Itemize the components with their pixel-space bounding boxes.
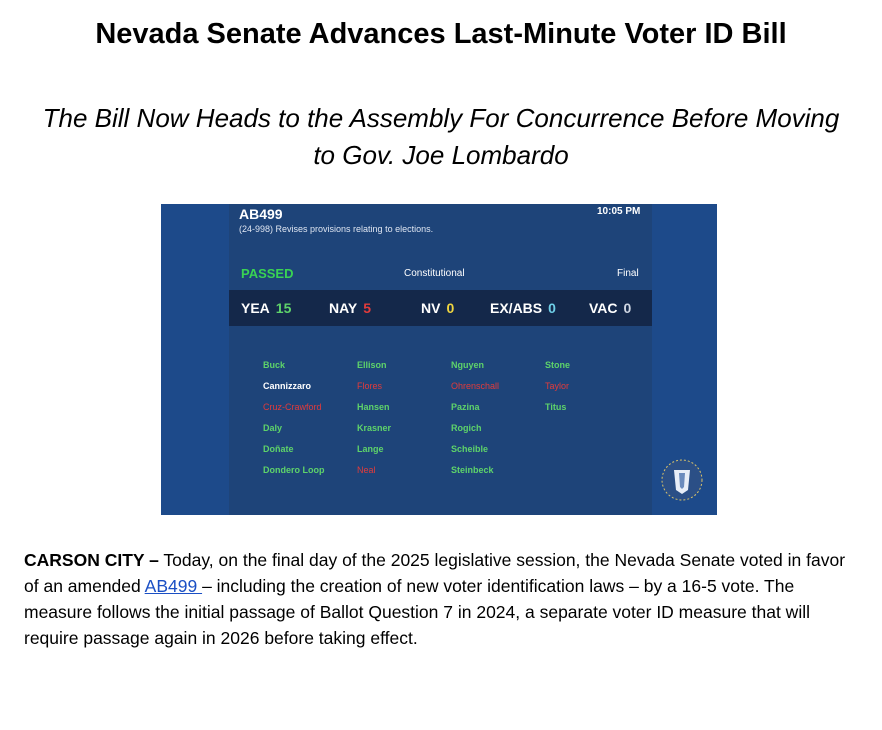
headline: Nevada Senate Advances Last-Minute Voter ID Bill — [95, 18, 787, 50]
dateline: CARSON CITY – — [24, 550, 159, 570]
senator-name: Ellison — [357, 360, 387, 370]
vote-stage: Final — [617, 268, 639, 279]
tally-vac: VAC 0 — [589, 300, 632, 316]
senator-name: Nguyen — [451, 360, 485, 370]
senator-column-4 — [545, 360, 570, 423]
senator-column-1 — [263, 360, 325, 486]
senator-name: Pazina — [451, 402, 480, 412]
bill-description: (24-998) Revises provisions relating to elections. — [239, 224, 434, 234]
tally-nv: NV 0 — [421, 300, 455, 316]
senator-name: Rogich — [451, 423, 482, 433]
vote-type: Constitutional — [404, 268, 465, 279]
vote-tally — [229, 290, 652, 326]
article-text-2: – including the creation of new voter identification laws – by a 16-5 vote. The measure follows the initial passage of Ballot Question 7 in 2024, a separate voter ID measure that will require passage again in 2026 before taking effect. — [24, 576, 810, 648]
bill-number: AB499 — [239, 206, 283, 222]
vote-status: PASSED — [241, 266, 294, 281]
senator-name: Lange — [357, 444, 384, 454]
senator-name: Dondero Loop — [263, 465, 325, 475]
senator-name: Cannizzaro — [263, 381, 312, 391]
vote-time: 10:05 PM — [597, 206, 641, 217]
senator-column-3 — [451, 360, 499, 486]
tally-yea: YEA 15 — [241, 300, 292, 316]
tally-nay: NAY 5 — [329, 300, 372, 316]
senator-name: Doñate — [263, 444, 294, 454]
senator-name: Ohrenschall — [451, 381, 500, 391]
senator-name: Scheible — [451, 444, 489, 454]
nevada-senate-seal-icon — [661, 459, 703, 501]
senator-name: Titus — [545, 402, 567, 412]
subheadline: The Bill Now Heads to the Assembly For Concurrence Before Moving to Gov. Joe Lombardo — [42, 103, 840, 170]
article-text-1: Today, on the final day of the 2025 legislative session, the Nevada Senate voted in favor of an amended — [24, 550, 846, 596]
vote-board-image — [161, 204, 717, 515]
ab499-link[interactable]: AB499 — [144, 576, 203, 596]
senator-name: Daly — [263, 423, 283, 433]
senator-name: Steinbeck — [451, 465, 494, 475]
senator-name: Flores — [357, 381, 383, 391]
senator-name: Cruz-Crawford — [263, 402, 322, 412]
tally-exabs: EX/ABS 0 — [490, 300, 556, 316]
senator-column-2 — [357, 360, 391, 486]
senator-name: Stone — [545, 360, 571, 370]
senator-name: Taylor — [545, 381, 570, 391]
senator-name: Krasner — [357, 423, 392, 433]
senator-name: Hansen — [357, 402, 390, 412]
senator-name: Neal — [357, 465, 376, 475]
senator-name: Buck — [263, 360, 286, 370]
article-paragraph — [24, 547, 860, 651]
